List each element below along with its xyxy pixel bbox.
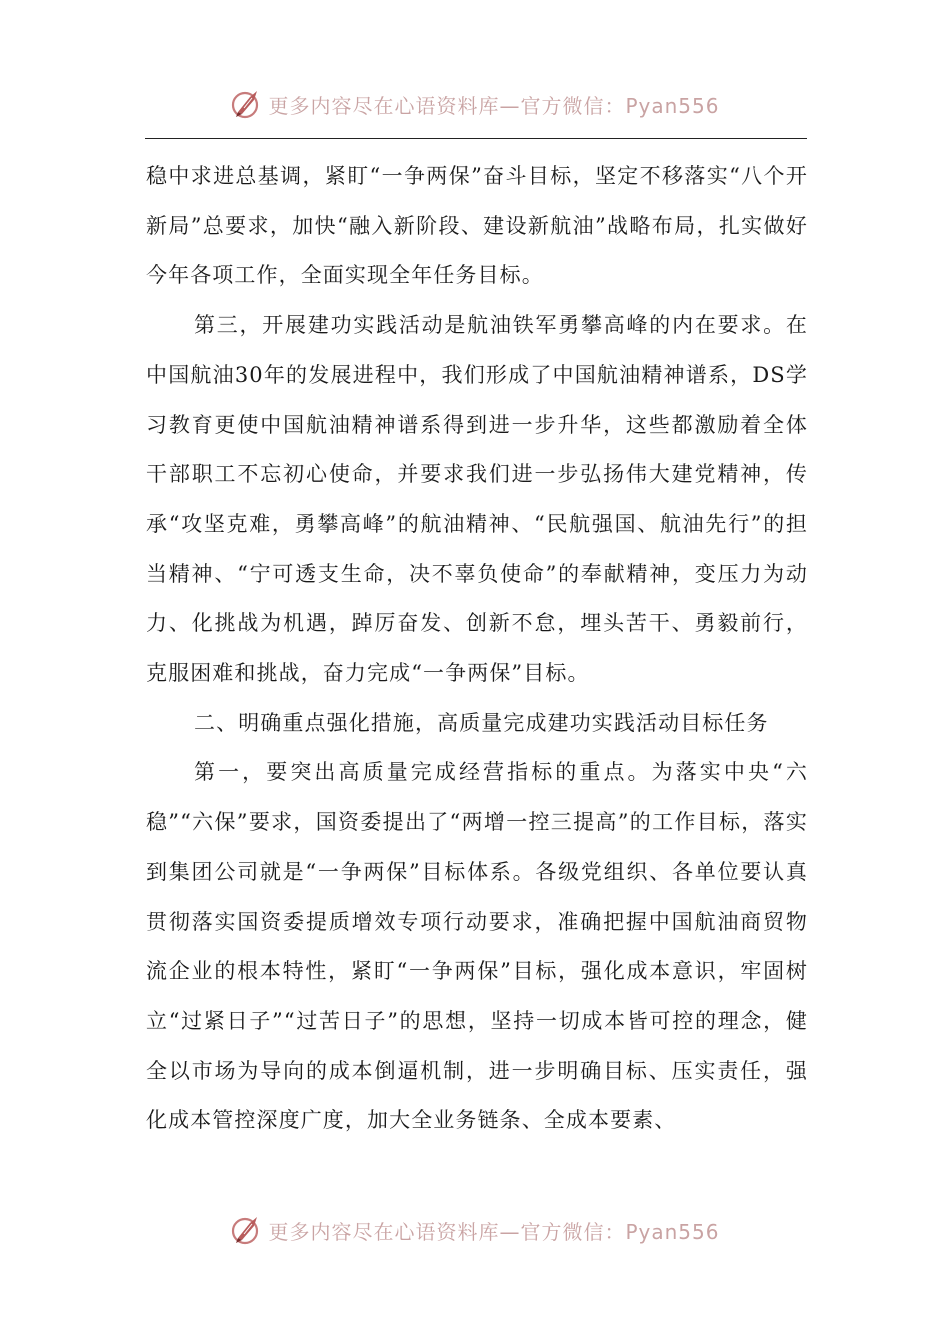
document-body — [146, 152, 808, 1146]
paragraph-first-measure: 第一，要突出高质量完成经营指标的重点。为落实中央“六稳”“六保”要求，国资委提出了“两增一控三提高”的工作目标，落实到集团公司就是“一争两保”目标体系。各级党组织、各单位要认真贯彻落实国资委提质增效专项行动要求，准确把握中国航油商贸物流企业的根本特性，紧盯“一争两保”目标，强化成本意识，牢固树立“过紧日子”“过苦日子”的思想，坚持一切成本皆可控的理念，健全以市场为导向的成本倒逼机制，进一步明确目标、压实责任，强化成本管控深度广度，加大全业务链条、全成本要素、 — [146, 760, 808, 1133]
section-heading-two: 二、明确重点强化措施，高质量完成建功实践活动目标任务 — [194, 710, 769, 735]
paragraph-continuation: 稳中求进总基调，紧盯“一争两保”奋斗目标，坚定不移落实“八个开新局”总要求，加快“融入新阶段、建设新航油”战略布局，扎实做好今年各项工作，全面实现全年任务目标。 — [146, 164, 808, 288]
header-divider — [145, 138, 807, 139]
footer-banner-text: 更多内容尽在心语资料库—官方微信：Pyan556 — [268, 1219, 720, 1244]
header-banner — [0, 84, 950, 124]
paragraph-third-point: 第三，开展建功实践活动是航油铁军勇攀高峰的内在要求。在中国航油30年的发展进程中，我们形成了中国航油精神谱系，DS学习教育更使中国航油精神谱系得到进一步升华，这些都激励着全体干部职工不忘初心使命，并要求我们进一步弘扬伟大建党精神，传承“攻坚克难，勇攀高峰”的航油精神、“民航强国、航油先行”的担当精神、“宁可透支生命，决不辜负使命”的奉献精神，变压力为动力、化挑战为机遇，踔厉奋发、创新不怠，埋头苦干、勇毅前行，克服困难和挑战，奋力完成“一争两保”目标。 — [146, 313, 808, 686]
footer-banner — [0, 1210, 950, 1250]
fountain-pen-logo-icon — [230, 1213, 264, 1247]
fountain-pen-logo-icon — [230, 87, 264, 121]
header-banner-text: 更多内容尽在心语资料库—官方微信：Pyan556 — [268, 93, 720, 118]
